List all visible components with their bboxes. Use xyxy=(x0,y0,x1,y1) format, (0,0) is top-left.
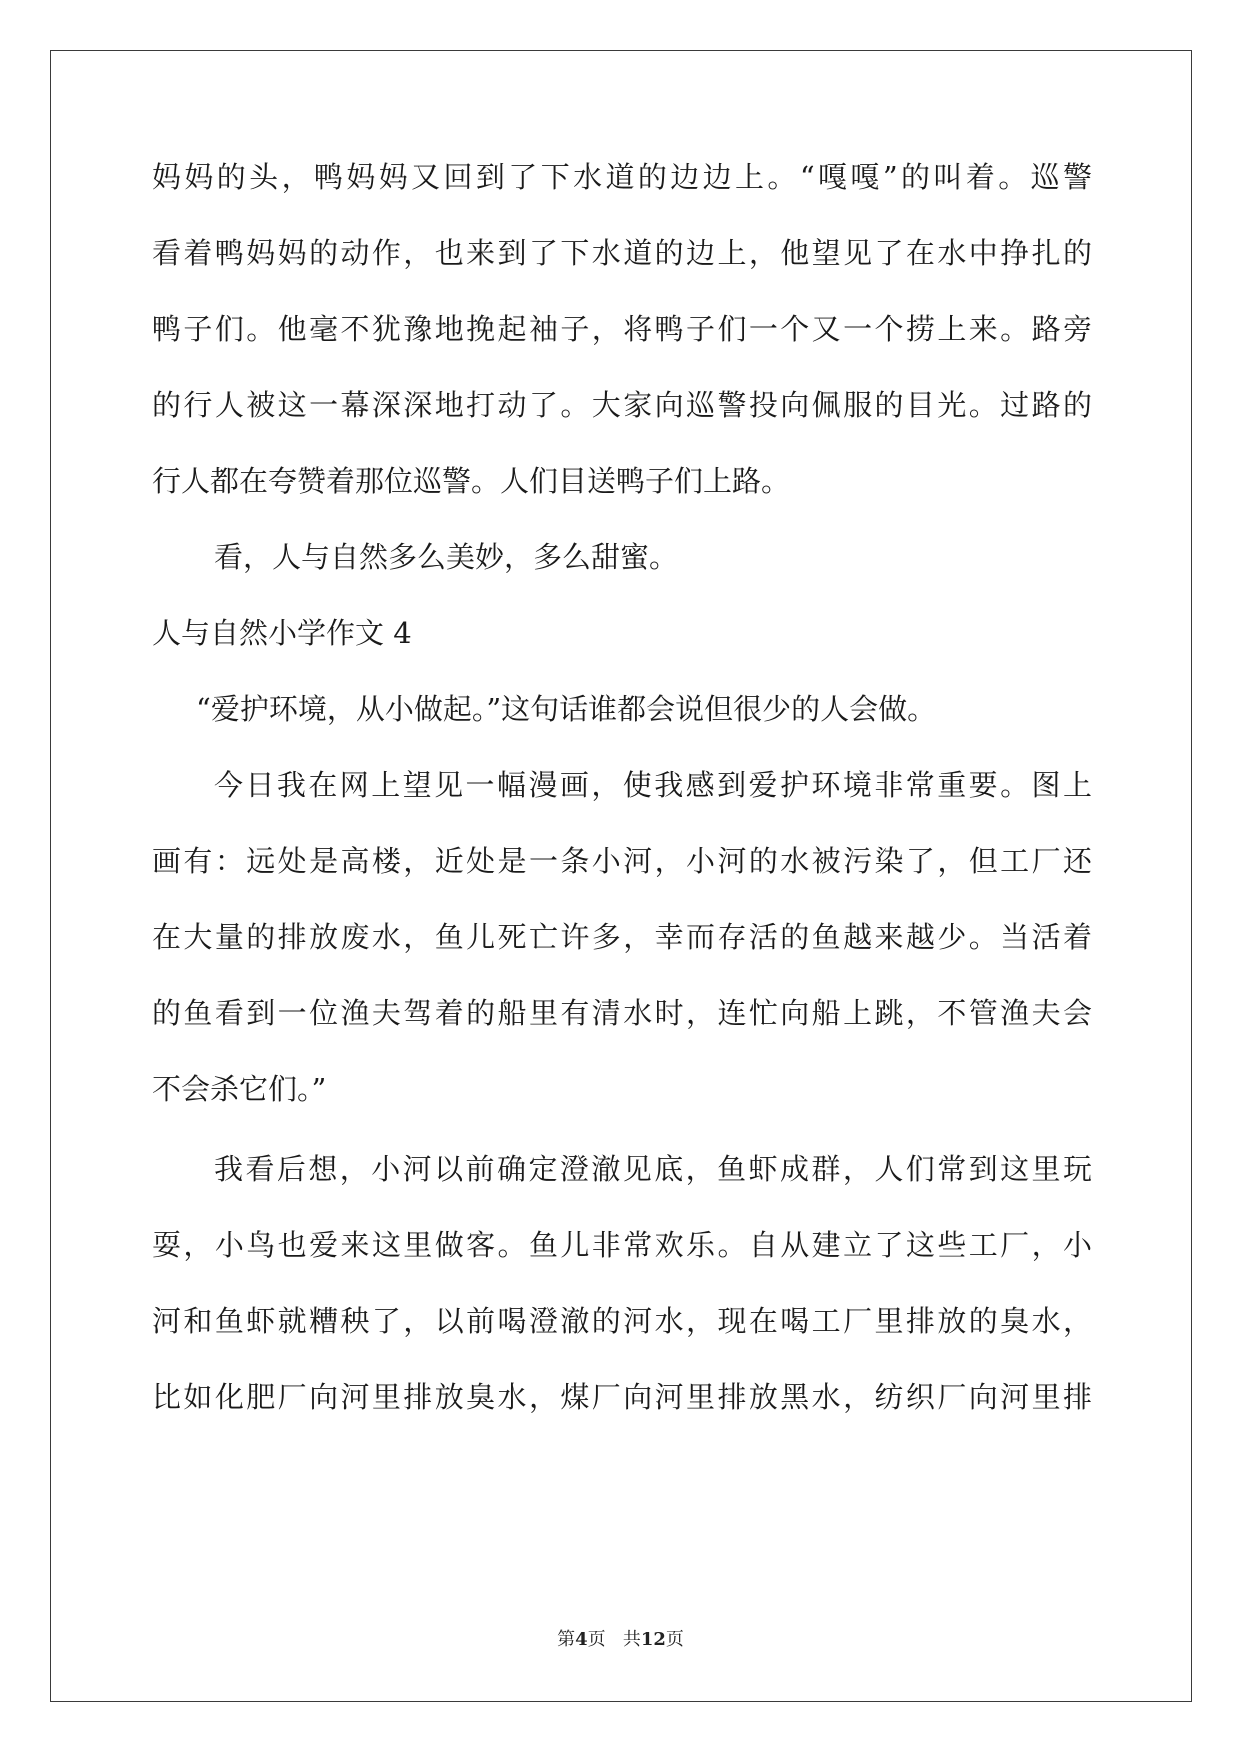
text-line: 耍，小鸟也爱来这里做客。鱼儿非常欢乐。自从建立了这些工厂，小 xyxy=(152,1228,1092,1262)
text-line: 看，人与自然多么美妙，多么甜蜜。 xyxy=(214,540,679,574)
text-line: 的行人被这一幕深深地打动了。大家向巡警投向佩服的目光。过路的 xyxy=(152,388,1092,422)
footer-prefix: 第 xyxy=(557,1629,576,1650)
text-line: 河和鱼虾就糟秧了，以前喝澄澈的河水，现在喝工厂里排放的臭水， xyxy=(152,1304,1092,1338)
text-line: “爱护环境，从小做起。”这句话谁都会说但很少的人会做。 xyxy=(196,692,937,726)
text-line: 妈妈的头，鸭妈妈又回到了下水道的边边上。“嘎嘎”的叫着。巡警 xyxy=(152,160,1092,194)
text-line: 今日我在网上望见一幅漫画，使我感到爱护环境非常重要。图上 xyxy=(214,768,1092,802)
footer-total-pages: 12 xyxy=(640,1629,666,1650)
text-line: 的鱼看到一位渔夫驾着的船里有清水时，连忙向船上跳，不管渔夫会 xyxy=(152,996,1092,1030)
text-line: 我看后想，小河以前确定澄澈见底，鱼虾成群，人们常到这里玩 xyxy=(214,1152,1092,1186)
footer-total-prefix: 共 xyxy=(622,1629,641,1650)
page-footer xyxy=(0,1628,1241,1652)
text-line: 不会杀它们。” xyxy=(152,1072,327,1106)
text-line: 行人都在夸赞着那位巡警。人们目送鸭子们上路。 xyxy=(152,464,791,498)
text-line: 鸭子们。他毫不犹豫地挽起袖子，将鸭子们一个又一个捞上来。路旁 xyxy=(152,312,1092,346)
footer-page-number: 4 xyxy=(575,1629,588,1650)
footer-page-suffix: 页 xyxy=(587,1629,606,1650)
section-heading: 人与自然小学作文 4 xyxy=(152,616,412,650)
text-line: 在大量的排放废水，鱼儿死亡许多，幸而存活的鱼越来越少。当活着 xyxy=(152,920,1092,954)
footer-total-suffix: 页 xyxy=(665,1629,684,1650)
text-line: 比如化肥厂向河里排放臭水，煤厂向河里排放黑水，纺织厂向河里排 xyxy=(152,1380,1092,1414)
text-line: 看着鸭妈妈的动作，也来到了下水道的边上，他望见了在水中挣扎的 xyxy=(152,236,1092,270)
text-line: 画有：远处是高楼，近处是一条小河，小河的水被污染了，但工厂还 xyxy=(152,844,1092,878)
